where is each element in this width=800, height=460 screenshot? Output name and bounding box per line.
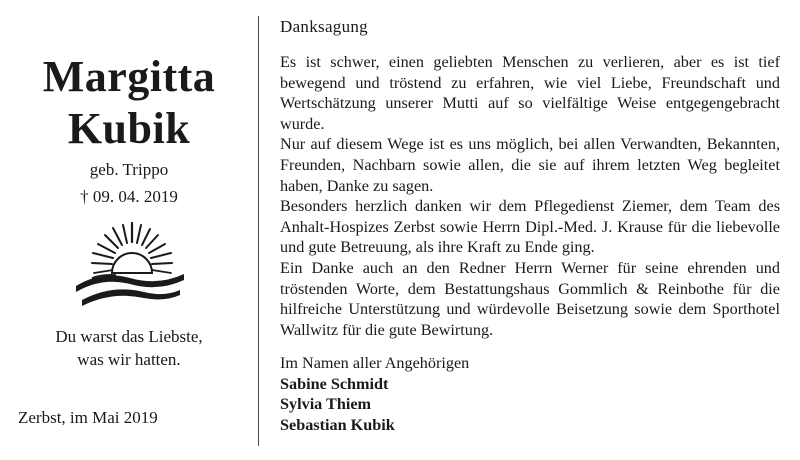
quote-line-2: was wir hatten. xyxy=(77,350,181,369)
memorial-quote xyxy=(0,325,258,371)
paragraph: Es ist schwer, einen geliebten Menschen zu verlieren, aber es ist tief bewegend und tröstend zu erfahren, wie viel Liebe, Freundschaft und Wertschätzung unserer Mutti auf so vielfältige Weise entgegengebracht wurde. xyxy=(280,53,780,133)
birth-name: geb. Trippo xyxy=(89,160,169,179)
first-name: Margitta xyxy=(42,52,216,101)
last-name: Kubik xyxy=(67,104,191,153)
signer-name: Sebastian Kubik xyxy=(280,415,395,434)
column-divider xyxy=(258,16,259,446)
left-column xyxy=(0,0,258,460)
signoff-label: Im Namen aller Angehörigen xyxy=(280,354,470,372)
signoff xyxy=(280,353,780,435)
signer-name: Sabine Schmidt xyxy=(280,374,389,393)
heading: Danksagung xyxy=(280,17,368,36)
death-date: † 09. 04. 2019 xyxy=(80,187,178,206)
signer-name: Sylvia Thiem xyxy=(280,395,371,413)
sunset-over-hills-icon xyxy=(72,220,188,310)
paragraph: Besonders herzlich danken wir dem Pflegedienst Ziemer, dem Team des Anhalt-Hospizes Zerbst sowie Herrn Dipl.-Med. J. Krause für die liebevolle und gute Betreuung, als ihre Kraft zu Ende ging. xyxy=(280,197,780,257)
paragraph: Ein Danke auch an den Redner Herrn Werner für seine ehrenden und tröstenden Worte, dem Bestattungshaus Gommlich & Reinbothe für die hilfreiche Unterstützung und würdevolle Beisetzung sowie dem Sporthotel Wallwitz für die gute Bewirtung. xyxy=(280,258,780,339)
place-date: Zerbst, im Mai 2019 xyxy=(18,408,158,427)
paragraph: Nur auf diesem Wege ist es uns möglich, bei allen Verwandten, Bekannten, Freunden, Nachbarn sowie allen, die sie auf ihrem letzten Weg begleitet haben, Danke zu sagen. xyxy=(280,135,780,195)
thanks-text xyxy=(280,52,780,340)
quote-line-1: Du warst das Liebste, xyxy=(55,327,203,346)
